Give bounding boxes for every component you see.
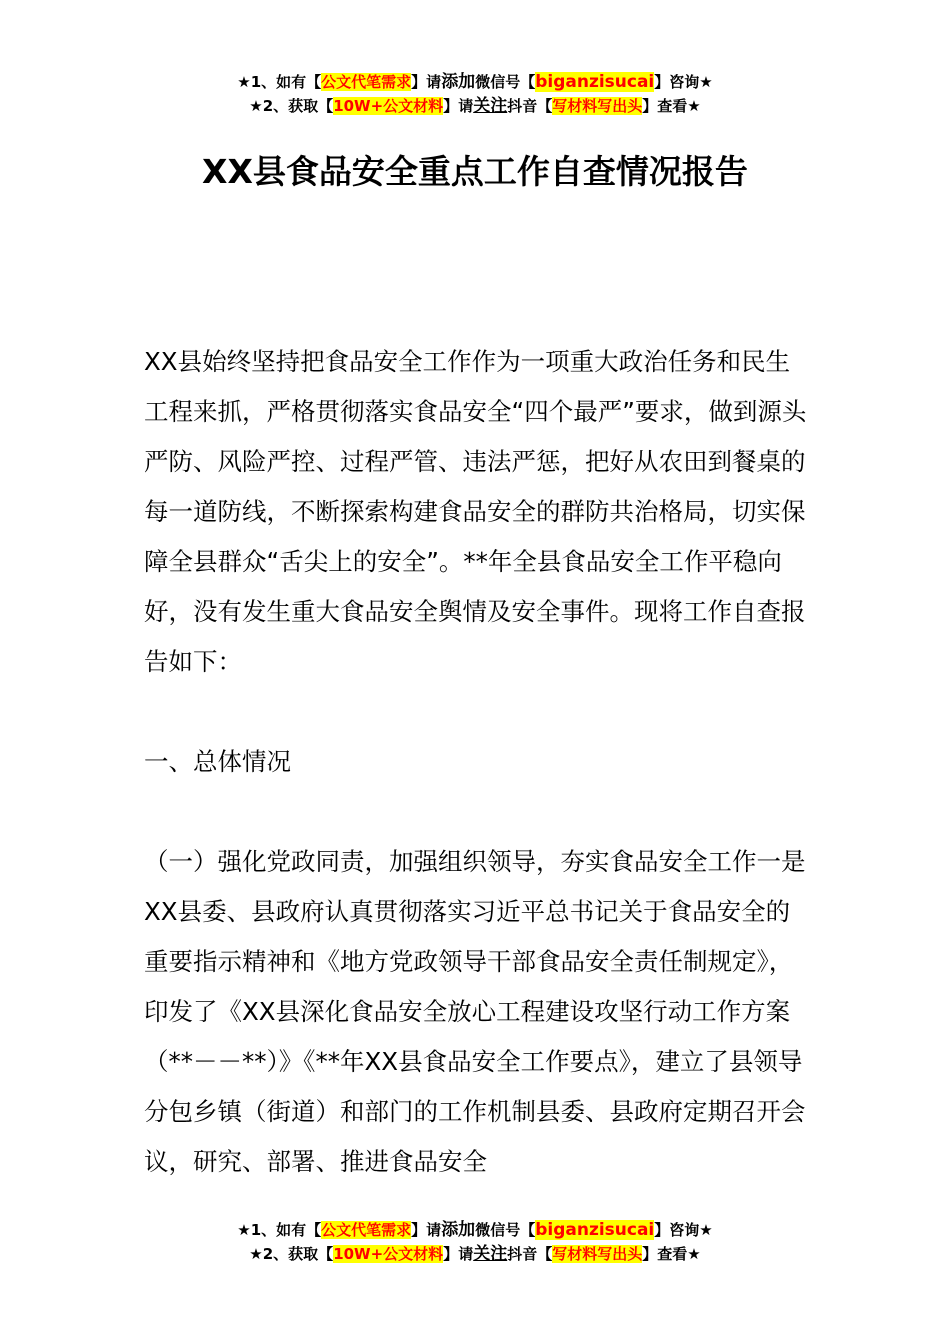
banner-emphasis: 关注 [473, 96, 508, 116]
banner-douyin-id: 写材料写出头 [552, 97, 643, 115]
banner-text: 抖音【 [507, 1245, 553, 1263]
footer-banner [0, 1218, 950, 1266]
banner-text: 抖音【 [507, 97, 553, 115]
banner-text: 】查看★ [642, 1245, 701, 1263]
banner-text: ★1、如有【 [237, 73, 322, 91]
section-heading-text: 一、总体情况 [144, 747, 291, 776]
banner-douyin-id: 写材料写出头 [552, 1245, 643, 1263]
banner-highlight: 公文代笔需求 [321, 73, 412, 91]
banner-line-2 [0, 1242, 950, 1266]
document-title: XX县食品安全重点工作自查情况报告 [202, 152, 748, 191]
banner-line-1 [0, 1218, 950, 1242]
banner-emphasis: 添加 [441, 72, 476, 92]
banner-text: 】咨询★ [654, 73, 713, 91]
banner-text: ★2、获取【 [249, 1245, 334, 1263]
banner-text: ★2、获取【 [249, 97, 334, 115]
banner-text: 】请 [411, 1221, 442, 1239]
banner-highlight: 10W+公文材料 [333, 97, 444, 115]
banner-wechat-id: biganzisucai [535, 72, 655, 92]
banner-line-2 [0, 94, 950, 118]
section-heading [144, 737, 810, 787]
banner-emphasis: 添加 [441, 1220, 476, 1240]
banner-emphasis: 关注 [473, 1244, 508, 1264]
intro-text: XX县始终坚持把食品安全工作作为一项重大政治任务和民生工程来抓，严格贯彻落实食品安全“四个最严”要求，做到源头严防、风险严控、过程严管、违法严惩，把好从农田到餐桌的每一道防线，不断探索构建食品安全的群防共治格局，切实保障全县群众“舌尖上的安全”。**年全县食品安全工作平稳向好，没有发生重大食品安全舆情及安全事件。现将工作自查报告如下： [144, 347, 807, 676]
banner-line-1 [0, 70, 950, 94]
section-paragraph-text: （一）强化党政同责，加强组织领导，夯实食品安全工作一是XX县委、县政府认真贯彻落实习近平总书记关于食品安全的重要指示精神和《地方党政领导干部食品安全责任制规定》，印发了《XX县深化食品安全放心工程建设攻坚行动工作方案（**－－**）》《**年XX县食品安全工作要点》，建立了县领导分包乡镇（街道）和部门的工作机制县委、县政府定期召开会议，研究、部署、推进食品安全 [144, 847, 806, 1176]
banner-text: 】查看★ [642, 97, 701, 115]
banner-text: ★1、如有【 [237, 1221, 322, 1239]
banner-text: 】请 [443, 97, 474, 115]
banner-text: 】请 [443, 1245, 474, 1263]
banner-wechat-id: biganzisucai [535, 1220, 655, 1240]
banner-highlight: 公文代笔需求 [321, 1221, 412, 1239]
section-paragraph [144, 837, 810, 1187]
banner-text: 】咨询★ [654, 1221, 713, 1239]
header-banner [0, 70, 950, 118]
banner-highlight: 10W+公文材料 [333, 1245, 444, 1263]
intro-paragraph [144, 337, 810, 687]
banner-text: 】请 [411, 73, 442, 91]
banner-text: 微信号【 [475, 1221, 536, 1239]
banner-text: 微信号【 [475, 73, 536, 91]
